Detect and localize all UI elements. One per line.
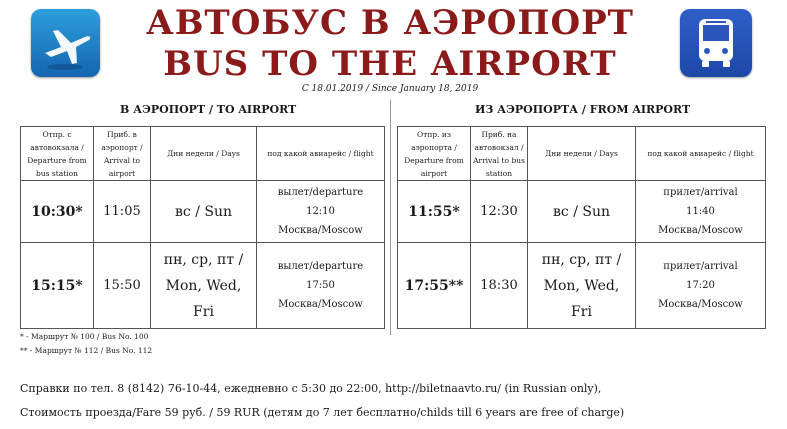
days-cell: [528, 181, 636, 243]
flight-destination: Москва/Moscow: [278, 299, 363, 310]
flight-destination: Москва/Moscow: [278, 225, 363, 236]
footnote-bus-112: ** - Маршрут № 112 / Bus No. 112: [20, 346, 153, 355]
section-heading-from-airport: ИЗ АЭРОПОРТА / FROM AIRPORT: [475, 103, 691, 116]
flight-cell: [257, 243, 385, 329]
departure-time: 10:30*: [21, 181, 94, 243]
page-title-en: BUS TO THE AIRPORT: [163, 44, 617, 84]
table-row: [21, 243, 385, 329]
flight-type: прилет/arrival: [663, 261, 738, 272]
table-header-row: [21, 127, 385, 181]
flight-type: вылет/departure: [277, 261, 364, 272]
arrival-time: 18:30: [471, 243, 528, 329]
column-header-flight: под какой авиарейс / flight: [636, 127, 766, 181]
flight-cell: [636, 181, 766, 243]
flight-time: 17:20: [686, 280, 715, 291]
flight-cell: [257, 181, 385, 243]
schedule-table-from-airport: [397, 126, 766, 329]
flight-time: 11:40: [686, 206, 715, 217]
flight-type: прилет/arrival: [663, 187, 738, 198]
contact-info: Справки по тел. 8 (8142) 76-10-44, ежедневно с 5:30 до 22:00, http://biletnaavto.ru/ (in Russian only),: [20, 382, 602, 395]
column-header-flight: под какой авиарейс / flight: [257, 127, 385, 181]
days-line: Fri: [193, 303, 214, 320]
table-header-row: [398, 127, 766, 181]
table-row: [21, 181, 385, 243]
table-row: [398, 181, 766, 243]
flight-destination: Москва/Moscow: [658, 225, 743, 236]
effective-date: С 18.01.2019 / Since January 18, 2019: [301, 84, 479, 94]
column-header-days: Дни недели / Days: [528, 127, 636, 181]
page-title-ru: АВТОБУС В АЭРОПОРТ: [146, 3, 634, 43]
column-header-days: Дни недели / Days: [151, 127, 257, 181]
days-cell: [151, 243, 257, 329]
departure-time: 17:55**: [398, 243, 471, 329]
footnote-bus-100: * - Маршрут № 100 / Bus No. 100: [20, 332, 149, 341]
days-line: пн, ср, пт /: [541, 251, 622, 268]
section-divider: [390, 100, 391, 335]
bus-icon: [680, 9, 752, 77]
days-line: Fri: [571, 303, 592, 320]
fare-info: Стоимость проезда/Fare 59 руб. / 59 RUR (детям до 7 лет бесплатно/childs till 6 years are free of charge): [20, 406, 625, 419]
arrival-time: 12:30: [471, 181, 528, 243]
schedule-table-to-airport: [20, 126, 385, 329]
column-header-departure: Отпр. из аэропорта / Departure from airport: [398, 127, 471, 181]
column-header-arrival: Приб. в аэропорт / Arrival to airport: [94, 127, 151, 181]
arrival-time: 11:05: [94, 181, 151, 243]
days-line: Mon, Wed,: [543, 277, 620, 294]
days-line: пн, ср, пт /: [163, 251, 244, 268]
flight-type: вылет/departure: [277, 187, 364, 198]
days-text: вс / Sun: [553, 203, 610, 220]
days-text: вс / Sun: [175, 203, 232, 220]
column-header-arrival: Приб. на автовокзал / Arrival to bus station: [471, 127, 528, 181]
flight-cell: [636, 243, 766, 329]
departure-time: 15:15*: [21, 243, 94, 329]
flight-destination: Москва/Moscow: [658, 299, 743, 310]
airplane-icon: [31, 9, 100, 77]
days-cell: [151, 181, 257, 243]
section-heading-to-airport: В АЭРОПОРТ / TO AIRPORT: [120, 103, 297, 116]
flight-time: 17:50: [306, 280, 335, 291]
flight-time: 12:10: [306, 206, 335, 217]
arrival-time: 15:50: [94, 243, 151, 329]
days-cell: [528, 243, 636, 329]
table-row: [398, 243, 766, 329]
days-line: Mon, Wed,: [165, 277, 242, 294]
column-header-departure: Отпр. с автовокзала / Departure from bus station: [21, 127, 94, 181]
departure-time: 11:55*: [398, 181, 471, 243]
